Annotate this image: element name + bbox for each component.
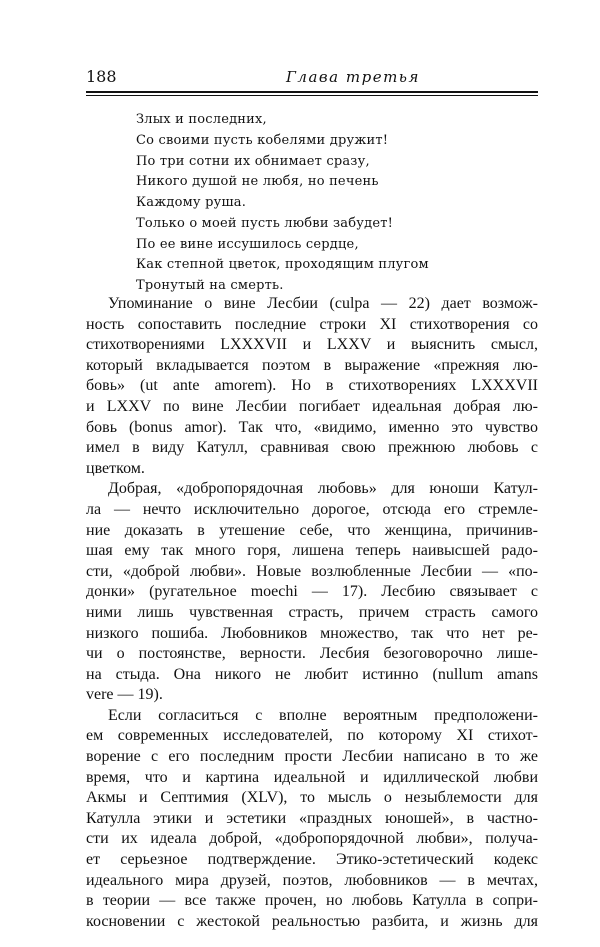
verse-line: Никого душой не любя, но печень [136,174,379,190]
body-text [86,294,538,932]
verse-line: Каждому руша. [136,195,247,210]
text-line: ворение с его последним прости Лесбии написано в то же [86,748,538,766]
page-number: 188 [86,67,117,86]
text-line: имел в виду Катулл, сравнивая свою прежнюю любовь с [86,439,538,457]
text-line: vere — 19). [86,686,163,704]
text-line: донки» (ругательное moechi — 17). Лесбию связывает с [86,583,538,601]
text-line: ем современных исследователей, по которому XI стихот- [86,727,538,745]
text-line: в теории — все также прочен, но любовь Катулла в сопри- [86,892,538,910]
text-line: ние доказать в утешение себе, что женщина, причинив- [86,521,538,539]
text-line: чи о постоянстве, верности. Лесбия безоговорочно лише- [86,645,538,663]
text-line: шая ему так много горя, лишена теперь наивысшей радо- [86,542,538,560]
verse-line: По три сотни их обнимает сразу, [136,153,370,169]
text-line: Добрая, «добропорядочная любовь» для юноши Катул- [108,480,538,498]
verse-line: Только о моей пусть любви забудет! [136,215,394,231]
paragraph-3 [86,706,538,933]
text-line: сти их идеала доброй, «добропорядочной любви», получа- [86,830,538,848]
text-line: низкого пошиба. Любовников множество, так что нет ре- [86,624,538,642]
text-line: ла — нечто исключительно дорогое, отсюда его стремле- [86,500,538,518]
text-line: бовь (bonus amor). Так что, «видимо, именно это чувство [86,418,538,436]
text-line: Акмы и Септимия (XLV), то мысль о незыблемости для [86,789,538,807]
text-line: который вкладывается поэтом в выражение «прежняя лю- [86,356,538,374]
running-head: Глава третья [286,68,420,86]
verse-line: Тронутый на смерть. [136,278,284,293]
text-line: ними лишь чувственная страсть, причем страсть самого [86,603,538,621]
text-line: и LXXV по вине Лесбии погибает идеальная добрая лю- [86,397,538,415]
text-line: Катулла этики и эстетики «праздных юношей», в частно- [86,809,538,827]
verse-block [136,110,516,297]
text-line: цветком. [86,459,145,477]
verse-line: Как степной цветок, проходящим плугом [136,257,429,273]
header-rule [86,91,538,96]
text-line: сти, «доброй любви». Новые возлюбленные Лесбии — «по- [86,562,538,580]
paragraph-2 [86,479,538,706]
paragraph-1 [86,294,538,479]
verse-line: По ее вине иссушилось сердце, [136,236,359,252]
text-line: ность сопоставить последние строки XI стихотворения со [86,315,538,333]
text-line: на стыда. Она никого не любит истинно (nullum amans [86,665,538,683]
text-line: Упоминание о вине Лесбии (culpa — 22) дает возмож- [108,295,538,312]
text-line: бовь» (ut ante amorem). Но в стихотворениях LXXXVII [86,377,538,395]
verse-line: Злых и последних, [136,112,267,127]
text-line: косновении с жестокой реальностью разбита, и жизнь для [86,912,538,930]
text-line: время, что и картина идеальной и идиллической любви [86,768,538,786]
verse-line: Со своими пусть кобелями дружит! [136,132,389,148]
text-line: идеального мира друзей, поэтов, любовников — в мечтах, [86,871,538,889]
page-header [86,66,538,88]
text-line: стихотворениями LXXXVII и LXXV и выяснить смысл, [86,336,538,354]
text-line: ет серьезное подтверждение. Этико-эстетический кодекс [86,851,538,869]
text-line: Если согласиться с вполне вероятным предположени- [108,706,538,724]
